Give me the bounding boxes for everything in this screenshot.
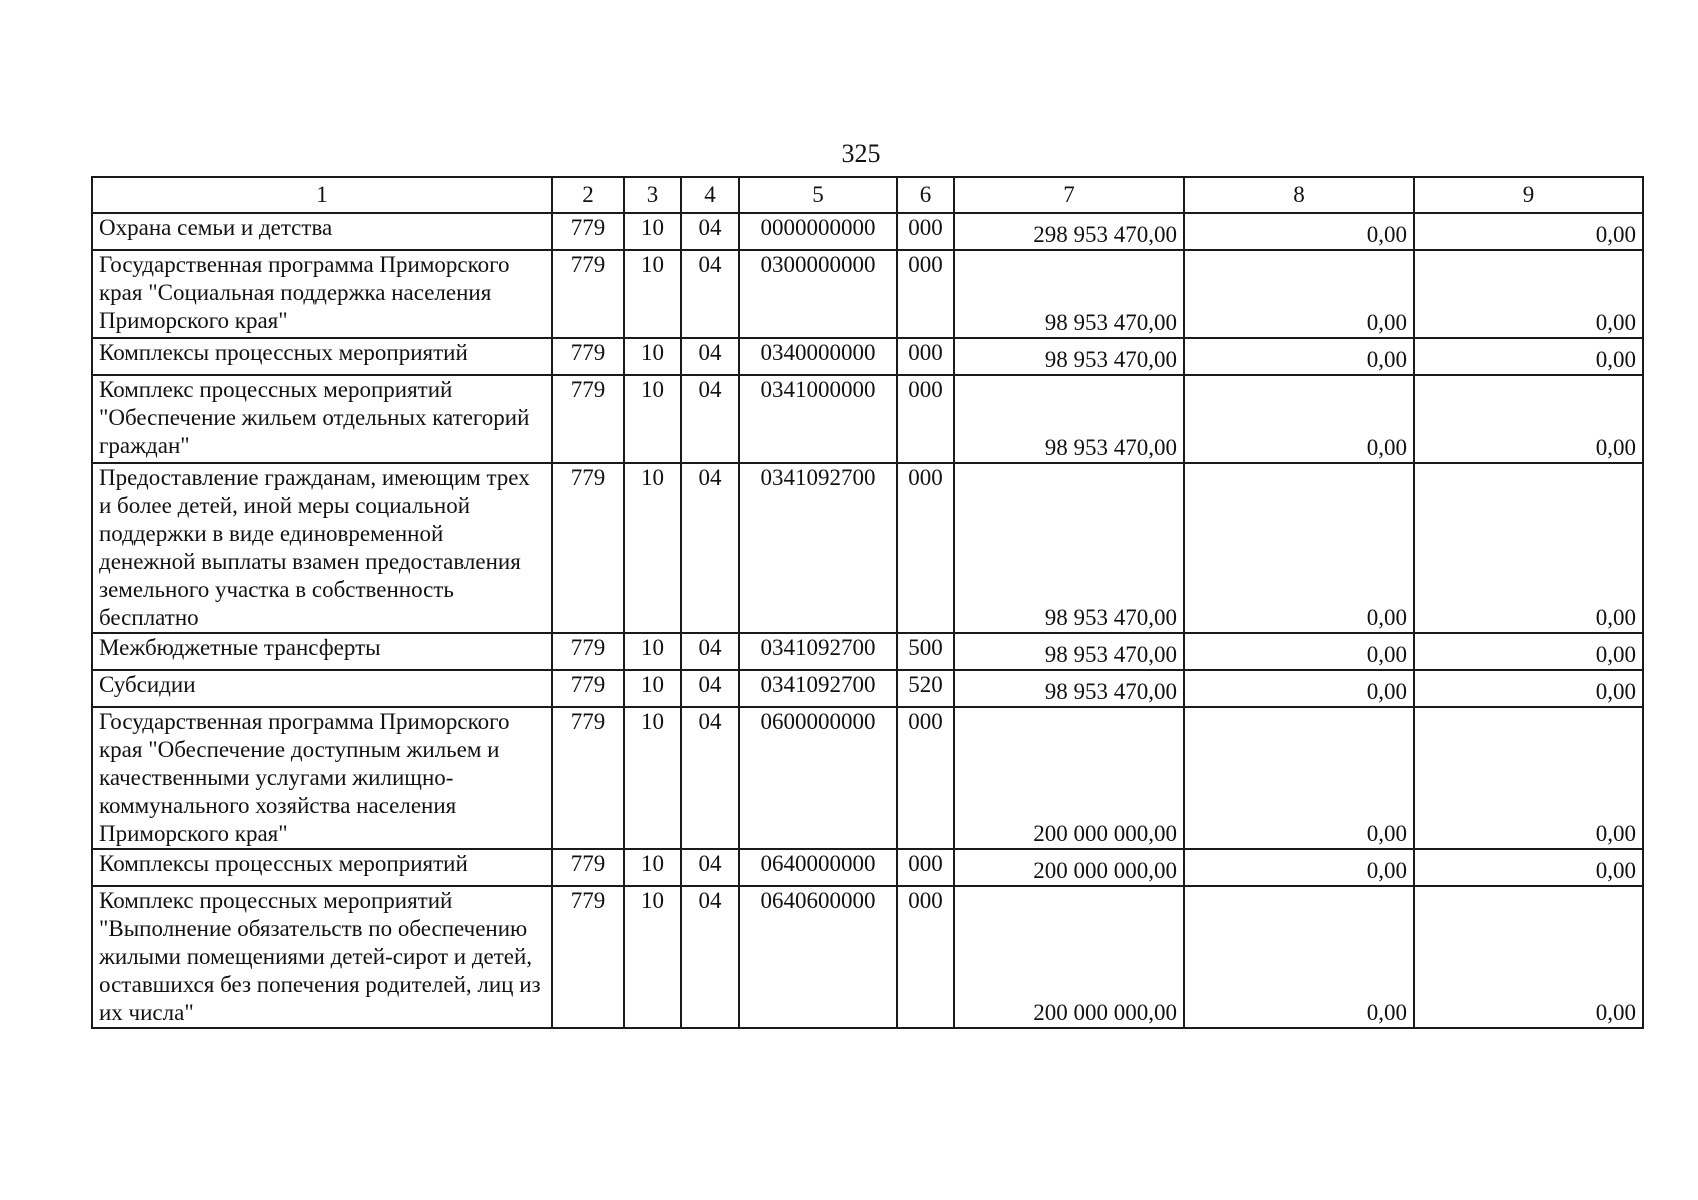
- row-code-cell: 10: [624, 250, 681, 338]
- row-code-cell: 04: [681, 707, 739, 849]
- row-code-cell: 000: [897, 250, 954, 338]
- row-code-cell: 000: [897, 707, 954, 849]
- row-code-cell: 10: [624, 213, 681, 250]
- header-cell: 6: [897, 177, 954, 213]
- row-name-cell: Комплексы процессных мероприятий: [92, 849, 552, 886]
- header-cell: 1: [92, 177, 552, 213]
- row-name-cell: Охрана семьи и детства: [92, 213, 552, 250]
- row-code-cell: 779: [552, 670, 624, 707]
- row-amount-cell: 0,00: [1184, 250, 1414, 338]
- row-name-cell: Государственная программа Приморского края "Социальная поддержка населения Приморского края": [92, 250, 552, 338]
- table-row: [92, 707, 1643, 849]
- row-amount-cell: 200 000 000,00: [954, 886, 1184, 1028]
- row-code-cell: 04: [681, 338, 739, 375]
- row-code-cell: 0340000000: [739, 338, 897, 375]
- row-code-cell: 0341000000: [739, 375, 897, 463]
- row-code-cell: 10: [624, 463, 681, 633]
- row-code-cell: 0341092700: [739, 463, 897, 633]
- row-code-cell: 04: [681, 213, 739, 250]
- row-code-cell: 000: [897, 463, 954, 633]
- row-code-cell: 779: [552, 849, 624, 886]
- row-amount-cell: 98 953 470,00: [954, 338, 1184, 375]
- row-code-cell: 0640600000: [739, 886, 897, 1028]
- table-row: [92, 250, 1643, 338]
- row-amount-cell: 0,00: [1184, 463, 1414, 633]
- row-code-cell: 000: [897, 213, 954, 250]
- row-name-cell: Комплекс процессных мероприятий "Выполнение обязательств по обеспечению жилыми помещениями детей-сирот и детей, оставшихся без попечения родителей, лиц из их числа": [92, 886, 552, 1028]
- row-code-cell: 0341092700: [739, 670, 897, 707]
- row-amount-cell: 0,00: [1414, 633, 1643, 670]
- row-name-cell: Комплекс процессных мероприятий "Обеспечение жильем отдельных категорий граждан": [92, 375, 552, 463]
- row-amount-cell: 0,00: [1414, 707, 1643, 849]
- table-row: [92, 849, 1643, 886]
- row-amount-cell: 0,00: [1184, 707, 1414, 849]
- row-amount-cell: 0,00: [1414, 849, 1643, 886]
- row-code-cell: 779: [552, 250, 624, 338]
- row-code-cell: 10: [624, 849, 681, 886]
- table-row: [92, 886, 1643, 1028]
- row-code-cell: 000: [897, 886, 954, 1028]
- row-code-cell: 000: [897, 338, 954, 375]
- row-amount-cell: 0,00: [1184, 375, 1414, 463]
- row-code-cell: 0300000000: [739, 250, 897, 338]
- row-code-cell: 10: [624, 886, 681, 1028]
- row-code-cell: 10: [624, 670, 681, 707]
- row-code-cell: 779: [552, 707, 624, 849]
- row-code-cell: 000: [897, 375, 954, 463]
- table-row: [92, 338, 1643, 375]
- page-number: 325: [841, 139, 881, 168]
- header-cell: 8: [1184, 177, 1414, 213]
- row-code-cell: 04: [681, 463, 739, 633]
- row-code-cell: 04: [681, 375, 739, 463]
- budget-table: [91, 176, 1644, 1029]
- header-cell: 5: [739, 177, 897, 213]
- row-amount-cell: 98 953 470,00: [954, 463, 1184, 633]
- row-amount-cell: 200 000 000,00: [954, 849, 1184, 886]
- row-code-cell: 779: [552, 338, 624, 375]
- row-amount-cell: 98 953 470,00: [954, 375, 1184, 463]
- table-row: [92, 213, 1643, 250]
- row-amount-cell: 0,00: [1414, 338, 1643, 375]
- row-code-cell: 04: [681, 670, 739, 707]
- row-amount-cell: 0,00: [1414, 463, 1643, 633]
- row-code-cell: 500: [897, 633, 954, 670]
- table-row: [92, 463, 1643, 633]
- row-code-cell: 04: [681, 250, 739, 338]
- row-code-cell: 779: [552, 633, 624, 670]
- row-amount-cell: 0,00: [1184, 886, 1414, 1028]
- row-amount-cell: 0,00: [1184, 849, 1414, 886]
- row-name-cell: Государственная программа Приморского края "Обеспечение доступным жильем и качественными услугами жилищно-коммунального хозяйства населения Приморского края": [92, 707, 552, 849]
- row-code-cell: 520: [897, 670, 954, 707]
- row-code-cell: 779: [552, 463, 624, 633]
- header-cell: 4: [681, 177, 739, 213]
- header-cell: 2: [552, 177, 624, 213]
- row-amount-cell: 0,00: [1414, 886, 1643, 1028]
- row-amount-cell: 0,00: [1414, 213, 1643, 250]
- row-code-cell: 000: [897, 849, 954, 886]
- row-code-cell: 04: [681, 886, 739, 1028]
- row-amount-cell: 0,00: [1184, 670, 1414, 707]
- row-code-cell: 10: [624, 707, 681, 849]
- row-code-cell: 10: [624, 375, 681, 463]
- row-name-cell: Комплексы процессных мероприятий: [92, 338, 552, 375]
- row-amount-cell: 200 000 000,00: [954, 707, 1184, 849]
- row-name-cell: Межбюджетные трансферты: [92, 633, 552, 670]
- row-amount-cell: 0,00: [1184, 633, 1414, 670]
- table-header-row: [92, 177, 1643, 213]
- header-cell: 3: [624, 177, 681, 213]
- row-code-cell: 0640000000: [739, 849, 897, 886]
- row-amount-cell: 0,00: [1414, 670, 1643, 707]
- header-cell: 7: [954, 177, 1184, 213]
- row-amount-cell: 0,00: [1414, 250, 1643, 338]
- row-code-cell: 04: [681, 849, 739, 886]
- row-code-cell: 779: [552, 886, 624, 1028]
- row-amount-cell: 0,00: [1184, 213, 1414, 250]
- row-amount-cell: 0,00: [1414, 375, 1643, 463]
- row-amount-cell: 0,00: [1184, 338, 1414, 375]
- table-row: [92, 375, 1643, 463]
- row-code-cell: 0341092700: [739, 633, 897, 670]
- row-amount-cell: 98 953 470,00: [954, 670, 1184, 707]
- row-code-cell: 0600000000: [739, 707, 897, 849]
- row-code-cell: 10: [624, 338, 681, 375]
- row-name-cell: Субсидии: [92, 670, 552, 707]
- row-code-cell: 04: [681, 633, 739, 670]
- row-amount-cell: 298 953 470,00: [954, 213, 1184, 250]
- row-name-cell: Предоставление гражданам, имеющим трех и более детей, иной меры социальной поддержки в виде единовременной денежной выплаты взамен предоставления земельного участка в собственность бесплатно: [92, 463, 552, 633]
- table-row: [92, 670, 1643, 707]
- row-code-cell: 0000000000: [739, 213, 897, 250]
- table-row: [92, 633, 1643, 670]
- row-amount-cell: 98 953 470,00: [954, 250, 1184, 338]
- row-code-cell: 779: [552, 375, 624, 463]
- header-cell: 9: [1414, 177, 1643, 213]
- row-code-cell: 779: [552, 213, 624, 250]
- row-amount-cell: 98 953 470,00: [954, 633, 1184, 670]
- row-code-cell: 10: [624, 633, 681, 670]
